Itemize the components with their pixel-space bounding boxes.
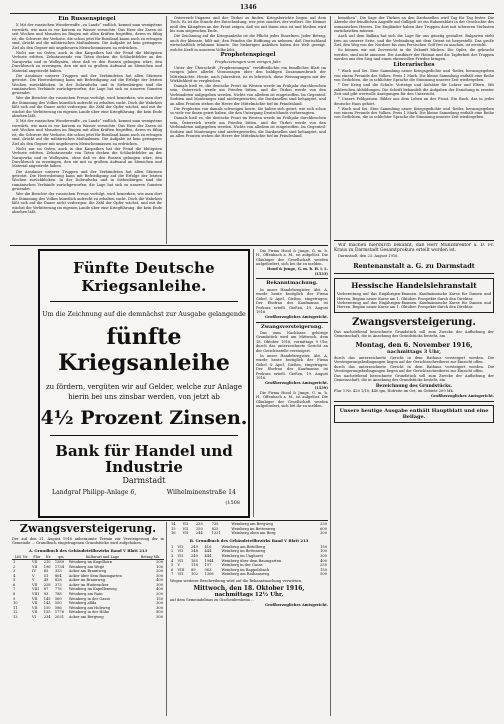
table-cell: 1 — [13, 559, 16, 564]
table-cell: VII — [32, 564, 38, 569]
auction-table-b — [170, 545, 328, 577]
table-cell: 150 — [43, 605, 51, 610]
column-prophetenspiegel — [170, 16, 326, 242]
column-divider — [253, 249, 254, 517]
article-paragraph: Österreich-Ungarns und der Türkei zu finden. Kriegsberichte liegen auf dem Tisch. Es ist die Stunde der Entscheidung; wer jetzt zaudert, der verliert. Die Heimat muß den Kämpfern an der Front zeigen, daß sie mit ihnen eins ist und bleiben wird bis zum siegreichen Ende. — [170, 16, 326, 34]
table-cell: 300 — [320, 553, 327, 558]
table-cell: 9 — [13, 596, 16, 601]
article-paragraph: Nicht nur im Osten, auch in den Karpathen hat der Feind die blutigsten Verluste erlitten. Zehntausende von Toten decken die Schlachtfelder an der Narajowka und in Wolhynien, ohne daß es den Russen gelungen wäre, den Durchbruch zu erzwingen, den sie mit so großem Aufwand an Menschen und Material angestrebt haben. — [12, 146, 162, 169]
table-header: Lfd. Nr. — [12, 555, 31, 560]
table-cell: 197 — [204, 563, 212, 568]
table-cell: 563 — [204, 567, 212, 572]
table-cell: V — [177, 563, 181, 568]
table-cell: Weinberg am Bittelberg — [221, 544, 266, 549]
table-cell: Acker im Hinteracker — [68, 582, 109, 587]
war-loan-body: zu fördern, vergüten wir auf Gelder, welche zur Anlage hierin bei uns zinsbar werden, von jetzt ab — [45, 383, 243, 401]
table-cell: 828 — [54, 578, 62, 583]
notice-rule — [256, 322, 328, 323]
bank-addresses — [40, 489, 248, 496]
bank-address-right: Wilhelminenstraße 14 — [166, 489, 236, 496]
table-header: Nr. — [43, 555, 54, 560]
table-cell: Weinberg oben am Berg — [231, 531, 276, 536]
table-cell: 228 — [43, 582, 51, 587]
table-cell: 200 — [156, 592, 163, 597]
table-cell: 400 — [320, 558, 327, 563]
notice-text: Das zum Nachlasse gehörige Grundstück wird am Mittwoch, dem 18. Oktober 1916, vormittags 9 Uhr, durch das unterzeichnete Gericht an der Gerichtsstelle versteigert. — [256, 330, 328, 353]
table-cell: VIII — [177, 567, 185, 572]
table-cell: 4 — [171, 558, 174, 563]
table-cell: 51 — [43, 573, 49, 578]
literary-item: * Wach und Sei. Eine Sammlung neuer Kriegsgedichte und -lieder, herausgegeben von einem Freunde des Volkes. Preis 1 Mark. Die kleine Sammlung enthält eine Reihe von Gedichten, die in schlichter Sprache die Stimmung unserer Zeit wiedergeben. — [334, 69, 494, 83]
table-cell: 373 — [54, 582, 62, 587]
table-cell: VIII — [32, 587, 39, 592]
table-cell: Weinberg am Rathausweg — [221, 572, 270, 577]
table-cell: VII — [177, 549, 183, 554]
table-cell: 87 — [43, 587, 49, 592]
table-cell: 150 — [320, 544, 327, 549]
auction-row: Flur 1 Nr. 420 1/10, 440 qm, Hofreite im Ort, im Gebiete 209 Mk. — [334, 389, 454, 394]
column-middle-ads — [256, 249, 328, 515]
table-cell: 249 — [191, 553, 198, 558]
table-cell: 200 — [320, 531, 327, 536]
notice-kraus — [334, 243, 494, 259]
school-text: Vorbereitung auf das Einjährigen-Examen. Kaufmännische Kurse für Damen und Herren. Beginn neuer Kurse am 1. Oktober. Prospekte durch den Direktor. — [337, 300, 491, 310]
table-cell: 250 — [320, 522, 327, 526]
auction-heading: Zwangsversteigerung. — [19, 522, 157, 535]
article-paragraph: Damals hieß es, die deutsche Front im Westen werde im Frühjahr durchbrochen sein, Österreich werde um Frieden bitten, und die Türkei werde von den Verbündeten aufgegeben werden. Nichts von alledem ist eingetroffen. Im Gegenteil: Serbien und Montenegro sind niedergeworfen, die Dardanellen sind behauptet, und an allen Fronten stehen die Heere der Mittelmächte tief im Feindesland. — [170, 116, 326, 139]
table-cell: 400 — [156, 578, 163, 583]
auction-signature: Großherzogliches Amtsgericht. — [265, 602, 328, 607]
table-cell: 600 — [320, 526, 327, 531]
notice-date: Darmstadt, den 23. August 1916. — [338, 254, 399, 258]
table-cell: 150 — [156, 596, 163, 601]
table-cell: V — [32, 573, 35, 578]
table-cell: 13 — [13, 615, 18, 620]
table-cell: IV — [32, 569, 37, 574]
notice-rule — [334, 273, 494, 274]
table-header: Flur — [31, 555, 43, 560]
auction-section-b: B. Grundbuch des Gebäudeteilbezirks Band V Blatt 213 — [189, 537, 309, 543]
table-cell: 196 — [43, 564, 51, 569]
table-cell: 12 — [13, 610, 18, 615]
table-cell: VII — [32, 582, 38, 587]
ad-rule — [50, 435, 238, 436]
table-cell: 185 — [191, 558, 198, 563]
table-cell: Weinberg am Wege — [68, 564, 105, 569]
notice-text: Die Firma Hood & Junge, G. m. b. H., Offenbach a. M., ist aufgelöst. Die Gläubiger der Gesellschaft werden aufgefordert, sich bei ihr zu melden. — [256, 390, 328, 409]
table-cell: 200 — [156, 559, 163, 564]
table-cell: VII — [182, 522, 189, 526]
auction-text: Das nachstehend bezeichnete Grundstück soll zum Zwecke der Aufhebung der Gemeinschaft, die in Ansehung des Grundstücks besteht, am — [334, 329, 494, 339]
table-cell: 234 — [43, 615, 51, 620]
literary-item: * Der Krieg und die Schule. Vorträge und Aufsätze für Lehrer und Eltern. Mit zahlreichen Abbildungen. Die Schrift behandelt die Aufgaben der Erziehung in ernster Zeit und gibt wertvolle Anregungen für den Unterricht. — [334, 83, 494, 97]
table-cell: 776 — [54, 587, 62, 592]
war-loan-title: Fünfte Deutsche Kriegsanleihe. — [73, 259, 215, 295]
notice-text: Die Firma Hood & Junge, G. m. b. H., Offenbach a. M., ist aufgelöst. Die Gläubiger der Gesellschaft werden aufgefordert, sich bei ihr zu melden. — [256, 249, 328, 267]
notice-rule — [256, 278, 328, 279]
table-cell: 250 — [320, 563, 327, 568]
table-cell: 4 — [13, 573, 16, 578]
article-paragraph: X Mit der russischen Wunderwaffe „zu Lande“ endlich, kommt man wenigstens vorwärts, wie man es vor kurzem zu Wasser versuchte. Das Heer der Zaren ist seit Wochen und Monaten im Ringen mit allen Kräften begriffen, deren es fähig ist; die Schwere der Verluste, die schon jetzt für Russland kaum noch zu ertragen sind, drückt auf die militärischen Maßnahmen. Die Aufgabe ist kein geringeres Ziel als den Gegner mit ungeheuren Menschenmassen zu erdrücken. — [12, 119, 162, 146]
page-number: 1346 — [240, 4, 257, 11]
table-cell: 300 — [156, 582, 163, 587]
column-russenspiegel — [12, 16, 162, 242]
table-cell: 89 — [191, 567, 196, 572]
table-cell: 444 — [204, 553, 212, 558]
section-rule — [10, 520, 328, 521]
table-cell: 16 — [171, 531, 176, 536]
table-cell: 102 — [191, 572, 198, 577]
auction-text: Das nachstehend bezeichnete Grundstück soll zum Zwecke der Aufhebung der Gemeinschaft, die in Ansehung des Grundstücks besteht, am — [334, 373, 494, 383]
table-cell: 300 — [156, 573, 163, 578]
notice-rule — [334, 240, 494, 241]
table-cell: VII — [32, 559, 38, 564]
auction-signature: Großherzogliches Amtsgericht. — [431, 393, 494, 398]
auction-intro: Der auf den 21. August 1916 anberaumte Termin zur Versteigerung der in Gemeinde ... Grundbuch eingetragenen Grundstücke wird aufgehoben. — [12, 537, 164, 546]
notice-signature: Großherzogliches Amtsgericht. (1539) — [265, 381, 328, 390]
table-cell: 248 — [191, 549, 198, 554]
table-cell: Weinberg allda — [68, 601, 97, 606]
table-cell: Weinberg in der Gasse — [221, 563, 263, 568]
table-cell: VII — [177, 553, 183, 558]
table-cell: VI — [32, 615, 37, 620]
table-cell: 788 — [54, 592, 62, 597]
table-cell: 5 — [13, 578, 16, 583]
article-heading-literarisches: Literarisches — [393, 61, 435, 68]
table-cell: 550 — [54, 601, 62, 606]
table-cell: 10 — [13, 601, 18, 606]
section-rule — [10, 245, 328, 246]
table-cell: 7 — [171, 572, 174, 577]
auction-time: nachmittags 12½ Uhr, — [214, 592, 284, 599]
table-cell: VII — [177, 544, 183, 549]
table-cell: 7 — [13, 587, 16, 592]
auction-title: Zwangsversteigerung. — [352, 316, 476, 328]
article-paragraph: Damals hieß es, die deutsche Front im Westen werde im Frühjahr durchbrochen sein, Österreich werde um Frieden bitten, und die Türkei werde von den Verbündeten aufgegeben werden. Nichts von alledem ist eingetroffen. Im Gegenteil: Serbien und Montenegro sind niedergeworfen, die Dardanellen sind behauptet, und an allen Fronten stehen die Heere der Mittelmächte tief im Feindesland. — [170, 84, 326, 106]
table-header: Betrag Mk. — [137, 555, 164, 560]
table-header: Kulturart und Lage — [68, 555, 137, 560]
table-cell: 250 — [195, 526, 203, 531]
article-paragraph: Die Ausdauer unserer Truppen und der Verbündeten hat allen Stürmen getrotzt. Die Heeresleitung kann mit Befriedigung auf die Erfolge der letzten Wochen zurückblicken. In der Dobrudscha und in Siebenbürgen sind die rumänischen Verbände zurückgeworfen; die Lage hat sich zu unseren Gunsten gewendet. — [12, 169, 162, 192]
auction-section-a: A. Grundbuch des Gebäudeteilbezirks Band V Blatt 213 — [28, 547, 148, 553]
article-paragraph: Unter der Überschrift „Prophezeiungen“ veröffentlichte ein feindliches Blatt im vorigen Jahre allerlei Voraussagen über den baldigen Zusammenbruch der Mittelmächte. Heute, nach Jahresfrist, ist es lehrreich, diese Weissagungen mit der Wirklichkeit zu vergleichen. — [170, 65, 326, 83]
table-cell: 300 — [156, 601, 163, 606]
article-paragraph: Auch auf dem Balkan hat sich die Lage für uns günstig gestaltet. Bulgarien steht treu an unserer Seite, und die Verbindung mit dem Orient ist hergestellt. Das große Ziel, den Weg von der Nordsee bis zum Persischen Golf frei zu machen, ist erreicht. — [334, 34, 494, 48]
table-cell: 118 — [191, 563, 198, 568]
table-cell: 145 — [43, 596, 51, 601]
column-right-top — [334, 16, 494, 238]
auction-date: Mittwoch, den 18. Oktober 1916, — [193, 585, 305, 593]
table-cell: 65 — [43, 569, 49, 574]
table-cell: 1776 — [54, 610, 64, 615]
table-cell: 2 — [171, 549, 174, 554]
table-row — [170, 572, 328, 577]
table-cell: 569 — [54, 596, 62, 601]
auction-table-a-continued — [170, 522, 328, 536]
table-cell: Weinberg im Bettenweg — [231, 526, 276, 531]
literary-item: * Wach und Sei. Eine Sammlung neuer Kriegsgedichte und -lieder, herausgegeben von einem Freunde des Volkes. Preis 1 Mark. Die kleine Sammlung enthält eine Reihe von Gedichten, die in schlichter Sprache die Stimmung unserer Zeit wiedergeben. — [334, 106, 494, 120]
column-divider — [166, 16, 167, 244]
table-cell: 8 — [13, 592, 16, 597]
column-divider — [330, 16, 331, 716]
table-cell: Acker über dem Baumgarten — [68, 573, 122, 578]
column-divider — [166, 522, 167, 716]
table-cell: 300 — [156, 605, 163, 610]
table-cell: VIII — [32, 592, 39, 597]
article-paragraph: Wer die Berichte der russischen Presse verfolgt, wird bemerken, wie man dort die Stimmung des Volkes künstlich aufrecht zu erhalten sucht. Doch die Wahrheit läßt sich auf die Dauer nicht verbergen: die Zahl der Opfer wächst, und mit ihr wächst die Verbitterung im eigenen Lande über eine Kriegführung, die kein Ende absehen läßt. — [12, 192, 162, 215]
table-cell: 500 — [320, 572, 327, 577]
table-cell: 93 — [43, 592, 49, 597]
article-heading-prophetenspiegel: Prophetenspiegel — [220, 52, 276, 59]
auction-notice-left — [12, 522, 164, 718]
notice-text: Wir machen hierdurch bekannt, daß Herr Münzdirektor a. D. Fr. Kraus zu Darmstadt Gesamtprokura erteilt worden ist. — [334, 243, 494, 254]
table-cell: 3 — [171, 553, 174, 558]
table-cell: 586 — [54, 605, 62, 610]
table-cell: Weinberg in der Höhe — [68, 610, 110, 615]
table-cell: 300 — [156, 615, 163, 620]
table-cell: 1306 — [204, 572, 214, 577]
table-cell: Weinberg im Rappelsbach — [221, 567, 270, 572]
table-cell: 145 — [43, 601, 51, 606]
article-paragraph: Wer die Berichte der russischen Presse verfolgt, wird bemerken, wie man dort die Stimmung des Volkes künstlich aufrecht zu erhalten sucht. Doch die Wahrheit läßt sich auf die Dauer nicht verbergen: die Zahl der Opfer wächst, und mit ihr wächst die Verbitterung im eigenen Lande über eine Kriegführung, die kein Ende absehen läßt. — [12, 96, 162, 119]
table-cell: 735 — [211, 522, 219, 526]
table-cell: Acker am Bergweg — [68, 615, 104, 620]
auction-notice-right — [170, 522, 328, 718]
table-cell: 11 — [13, 605, 18, 610]
war-loan-headline: fünfte Kriegsanleihe — [58, 324, 230, 376]
war-loan-intro: Um die Zeichnung auf die demnächst zur Ausgabe gelangende — [42, 310, 246, 318]
table-cell: Acker im Braunweg — [68, 578, 105, 583]
table-cell: 800 — [156, 610, 163, 615]
table-cell: Weinberg im Kapellenweg — [68, 587, 117, 592]
table-cell: 100 — [320, 549, 327, 554]
auction-description-title: Bezeichnung des Grundstücks. — [375, 384, 453, 390]
table-cell: VII — [182, 531, 189, 536]
edition-note-text: Unsere heutige Ausgabe enthält Hauptblatt und eine Beilage. — [339, 408, 489, 421]
article-paragraph: Nicht nur im Osten, auch in den Karpathen hat der Feind die blutigsten Verluste erlitten. Zehntausende von Toten decken die Schlachtfelder an der Narajowka und in Wolhynien, ohne daß es den Russen gelungen wäre, den Durchbruch zu erzwingen, den sie mit so großem Aufwand an Menschen und Material angestrebt haben. — [12, 50, 162, 73]
literary-item: * Unsere Feldgrauen. Bilder aus dem Leben an der Front. Ein Buch, das in jedes deutsche Haus gehört. — [334, 97, 494, 106]
table-cell: Weinberg im Bettenweg — [221, 549, 266, 554]
column-right-ads — [334, 240, 494, 718]
table-cell: 825 — [211, 526, 219, 531]
notice-text: In unser Handelsregister, Abt. A, wurde heute bezüglich der Firma Göbel & Apel, Gießen, eingetragen: Der Ehefrau des Kaufmanns ist Prokura erteilt. Gießen, 19. August 1916. — [256, 287, 328, 315]
table-cell: Weinberg über dem Baumgarten — [221, 558, 282, 563]
school-title: Hessische Handelslehranstalt — [351, 281, 477, 291]
table-row — [12, 615, 164, 620]
bank-address-left: Landgraf Philipp-Anlage 6, — [52, 489, 137, 496]
table-cell: 6 — [171, 567, 174, 572]
auction-text: durch das unterzeichnete Gericht in dem Rathaus versteigert werden. Die Versteigerungsbedingungen liegen auf der Gerichtsschreiberei zur Einsicht offen. — [334, 364, 494, 374]
table-cell: VII — [32, 601, 38, 606]
table-cell: Weinberg im Kugelhorn — [68, 559, 113, 564]
table-cell: Weinberg im Unghorst — [221, 553, 263, 558]
table-cell: 210 — [43, 559, 51, 564]
table-row — [170, 531, 328, 536]
auction-time: nachmittags 3 Uhr, — [387, 348, 441, 355]
auction-date: Montag, den 6. November 1916, — [355, 340, 473, 349]
table-cell: VII — [32, 596, 38, 601]
table-cell: 235 — [195, 522, 203, 526]
table-cell: VII — [32, 610, 38, 615]
table-cell: 2 — [13, 564, 16, 569]
table-cell: 2031 — [54, 615, 64, 620]
table-cell: 100 — [156, 564, 163, 569]
war-loan-advertisement — [38, 249, 250, 518]
table-cell: 353 — [54, 569, 62, 574]
auction-place: auf dem Gemeindebaus zu Gischeidersheim ... — [170, 598, 255, 603]
table-cell: 444 — [204, 549, 212, 554]
table-cell: 804 — [54, 573, 62, 578]
edition-note — [334, 405, 494, 423]
school-advertisement — [334, 278, 494, 313]
notice-text: In unser Handelsregister, Abt. A, wurde heute bezüglich der Firma Göbel & Apel, Gießen, eingetragen: Der Ehefrau des Kaufmanns ist Prokura erteilt. Gießen, 19. August 1916. — [256, 353, 328, 381]
table-cell: VII — [177, 558, 183, 563]
article-paragraph: bemühen“. Die Sage der Türken an den Dardanellen wird Tag für Tag fester. Die Abwehr der feindlichen Angriffe auf Gallipoli ist ein Ruhmesblatt in der Geschichte des osmanischen Heeres. Die Engländer haben ihre Truppen dort mit schweren Verlusten zurückziehen müssen. — [334, 16, 494, 34]
table-cell: Weinberg in der Gasse — [68, 596, 111, 601]
article-paragraph: Die Zeichnung auf die Kriegsanleihe ist die Pflicht jedes Einzelnen. Jeder Betrag, auch der kleinste, hilft mit, den Feinden die Hoffnung zu nehmen, daß Deutschland wirtschaftlich erlahmen könnte. Die bisherigen Anleihen haben der Welt gezeigt, welche Kraft in unserem Volke lebt. — [170, 34, 326, 52]
table-cell: 1 — [171, 544, 174, 549]
auction-text: durch das unterzeichnete Gericht in dem Rathaus versteigert werden. Die Versteigerungsbedingungen liegen auf der Gerichtsschreiberei zur Einsicht offen. — [334, 355, 494, 365]
table-cell: 150 — [320, 567, 327, 572]
notice-rule — [334, 401, 494, 402]
table-cell: 14 — [171, 522, 176, 526]
table-cell: Weinberg am Bergweg — [231, 522, 273, 526]
table-header: qm — [54, 555, 68, 560]
table-cell: 3 — [13, 569, 16, 574]
article-paragraph: Die Ausdauer unserer Truppen und der Verbündeten hat allen Stürmen getrotzt. Die Heeresleitung kann mit Befriedigung auf die Erfolge der letzten Wochen zurückblicken. In der Dobrudscha und in Siebenbürgen sind die rumänischen Verbände zurückgeworfen; die Lage hat sich zu unseren Gunsten gewendet. — [12, 73, 162, 96]
table-cell: 1331 — [211, 531, 221, 536]
auction-note: Wegen weiterer Beschreibung wird auf die Bekanntmachung verwiesen. — [170, 578, 303, 583]
notice-title: Rentenanstalt a. G. zu Darmstadt — [353, 262, 475, 271]
school-text: Vorbereitung auf das Einjährigen-Examen. Kaufmännische Kurse für Damen und Herren. Beginn neuer Kurse am 1. Oktober. Prospekte durch den Direktor. — [337, 292, 491, 301]
table-cell: 155 — [43, 610, 51, 615]
notice-title: Bekanntmachung. — [266, 280, 318, 287]
war-loan-interest: 4½ Prozent Zinsen. — [40, 407, 248, 429]
table-cell: Weinberg am Holzweg — [68, 605, 111, 610]
auction-table-a — [12, 555, 164, 620]
article-subheading: Prophezeiungen vom vorigen Jahr. — [214, 58, 282, 64]
table-cell: 200 — [156, 569, 163, 574]
table-cell: 249 — [191, 544, 198, 549]
table-cell: VII — [32, 605, 38, 610]
table-cell: VII — [182, 526, 189, 531]
table-cell: VII — [177, 572, 183, 577]
ad-code: (1508 — [225, 500, 240, 506]
table-cell: 400 — [156, 587, 163, 592]
table-cell: 416 — [204, 544, 212, 549]
notice-signature: Hood & Junge, G. m. b. H. i. L. (1533) — [267, 267, 328, 276]
table-cell: 5 — [171, 563, 174, 568]
table-cell: 1389 — [54, 559, 64, 564]
table-cell: V — [32, 578, 35, 583]
article-paragraph: So können wir mit Zuversicht in die Zukunft blicken. Die Opfer, die gebracht werden, sind nicht umsonst. Die Ausdauer der Heimat und die Tapferkeit der Truppen werden uns den Sieg und einen ehrenvollen Frieden bringen. — [334, 48, 494, 62]
article-paragraph: Die Propheten von damals schweigen heute. Sie haben sich geirrt, wie sich schon so viele vor ihnen geirrt haben, die den Untergang Deutschlands vorhersagten. — [170, 106, 326, 116]
table-cell: Weinberg am Rain — [68, 592, 103, 597]
notice-title: Zwangsversteigerung. — [261, 323, 323, 330]
table-cell: 1734 — [54, 564, 64, 569]
table-cell: Acker am Braunweg — [68, 569, 106, 574]
table-cell: 1944 — [204, 558, 214, 563]
table-cell: 244 — [195, 531, 203, 536]
top-rule — [10, 13, 494, 14]
table-cell: 15 — [171, 526, 176, 531]
table-cell: 49 — [43, 578, 49, 583]
article-paragraph: X Mit der russischen Wunderwaffe „zu Lande“ endlich, kommt man wenigstens vorwärts, wie man es vor kurzem zu Wasser versuchte. Das Heer der Zaren ist seit Wochen und Monaten im Ringen mit allen Kräften begriffen, deren es fähig ist; die Schwere der Verluste, die schon jetzt für Russland kaum noch zu ertragen sind, drückt auf die militärischen Maßnahmen. Die Aufgabe ist kein geringeres Ziel als den Gegner mit ungeheuren Menschenmassen zu erdrücken. — [12, 23, 162, 50]
notice-signature: Großherzogliches Amtsgericht. — [265, 315, 328, 320]
bank-name: Bank für Handel und Industrie — [55, 442, 233, 476]
bank-city: Darmstadt — [122, 476, 166, 485]
article-heading-russenspiegel: Ein Russenspiegel — [58, 16, 116, 22]
ad-rule — [50, 301, 238, 302]
table-cell: 6 — [13, 582, 16, 587]
